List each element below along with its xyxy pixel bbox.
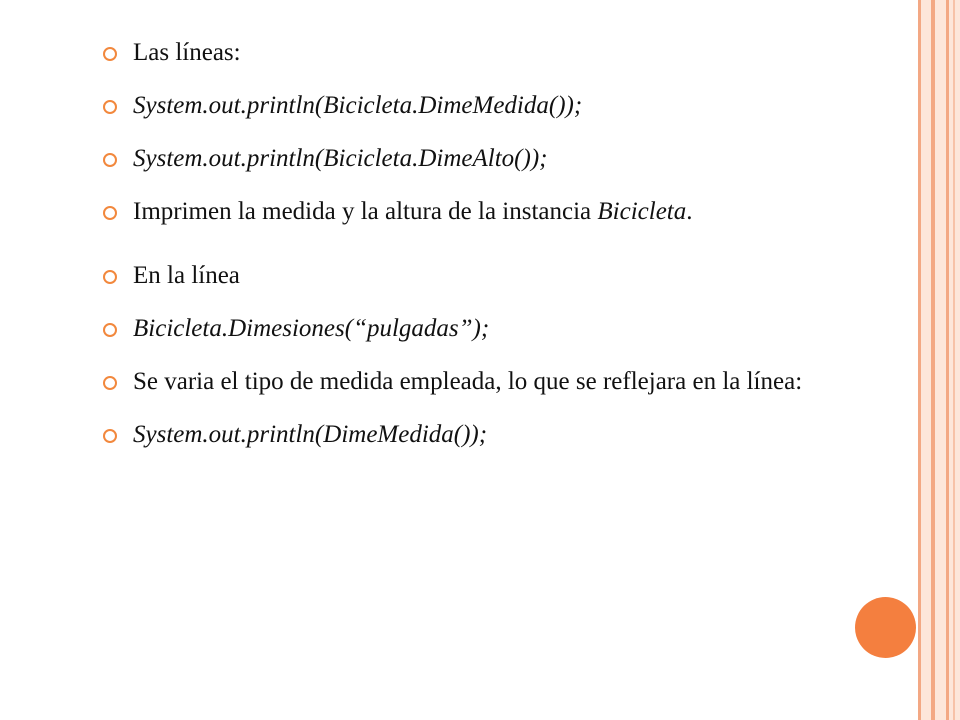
bullet-text: System.out.println(Bicicleta.DimeMedida()); — [133, 92, 583, 119]
bullet-text: En la línea — [133, 262, 240, 289]
bullet-text: Las líneas: — [133, 39, 241, 66]
list-item — [103, 314, 911, 344]
bullet-text — [133, 198, 693, 225]
decorative-stripe — [946, 0, 949, 720]
ring-bullet-icon — [103, 206, 117, 220]
list-item — [103, 144, 911, 174]
bullet-text: Bicicleta.Dimesiones(“pulgadas”); — [133, 315, 490, 342]
ring-bullet-icon — [103, 100, 117, 114]
list-item — [103, 197, 911, 227]
list-item — [103, 261, 911, 291]
decorative-stripe — [931, 0, 935, 720]
list-item — [103, 91, 911, 121]
ring-bullet-icon — [103, 429, 117, 443]
list-item — [103, 420, 911, 450]
list-item — [103, 38, 911, 68]
bullet-text: System.out.println(DimeMedida()); — [133, 421, 488, 448]
ring-bullet-icon — [103, 270, 117, 284]
bullet-text-emphasis: Bicicleta — [597, 198, 687, 225]
decorative-stripe — [918, 0, 921, 720]
bullet-text: System.out.println(Bicicleta.DimeAlto()); — [133, 145, 548, 172]
bullet-list — [103, 38, 911, 473]
circle-accent-icon — [855, 597, 916, 658]
ring-bullet-icon — [103, 47, 117, 61]
ring-bullet-icon — [103, 323, 117, 337]
ring-bullet-icon — [103, 376, 117, 390]
bullet-text-plain: Imprimen la medida y la altura de la instancia — [133, 198, 598, 225]
bullet-text: Se varia el tipo de medida empleada, lo que se reflejara en la línea: — [133, 368, 803, 395]
bullet-text-plain-end: . — [686, 198, 693, 225]
list-item — [103, 367, 911, 397]
ring-bullet-icon — [103, 153, 117, 167]
decorative-stripe — [953, 0, 955, 720]
